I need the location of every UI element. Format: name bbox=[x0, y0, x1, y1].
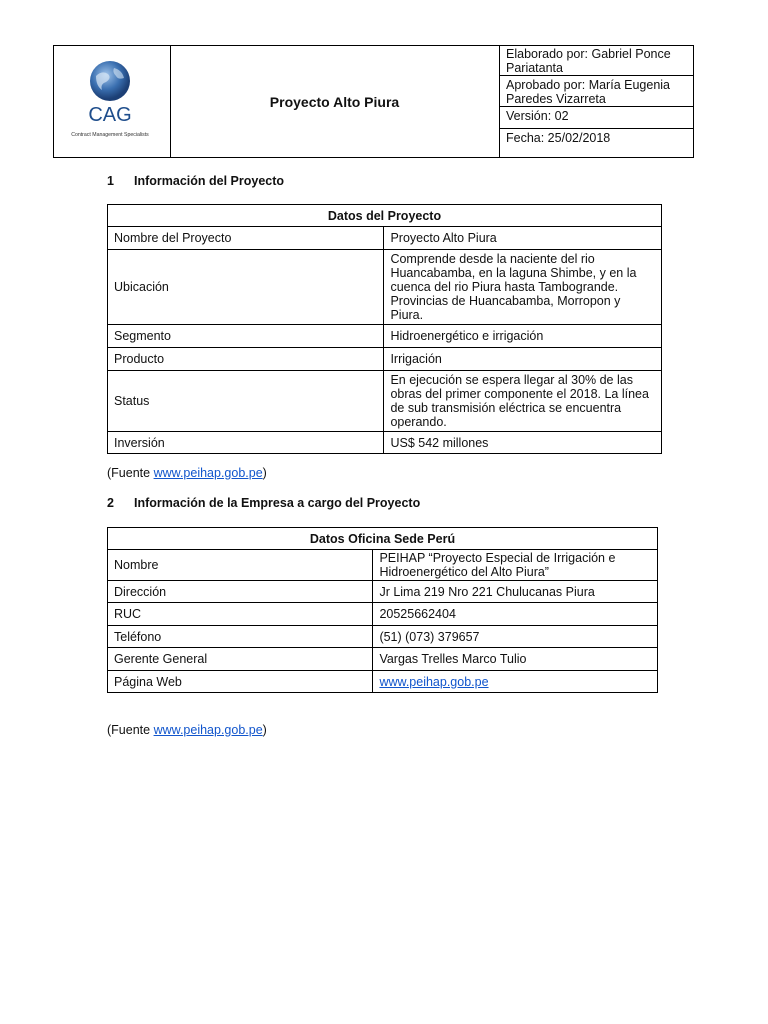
globe-icon bbox=[90, 61, 130, 101]
source-prefix: (Fuente bbox=[107, 466, 154, 480]
section-number: 2 bbox=[107, 496, 114, 510]
row-value: En ejecución se espera llegar al 30% de las obras del primer componente el 2018. La línea de sub transmisión eléctrica se encuentra operando. bbox=[384, 371, 662, 432]
table-caption-row bbox=[108, 528, 658, 550]
table-row bbox=[108, 432, 662, 454]
table-row bbox=[108, 626, 658, 648]
table-row bbox=[108, 250, 662, 325]
row-value: Vargas Trelles Marco Tulio bbox=[373, 648, 658, 671]
source-link[interactable]: www.peihap.gob.pe bbox=[153, 466, 263, 480]
section-2-heading bbox=[107, 496, 420, 510]
company-info-table bbox=[107, 527, 658, 693]
date: Fecha: 25/02/2018 bbox=[506, 131, 611, 145]
section-number: 1 bbox=[107, 174, 114, 188]
document-meta bbox=[500, 46, 694, 157]
table-row bbox=[108, 227, 662, 250]
title-cell bbox=[170, 46, 500, 157]
table-row bbox=[108, 348, 662, 371]
row-value: 20525662404 bbox=[373, 603, 658, 626]
row-label: RUC bbox=[108, 603, 373, 626]
logo-cell bbox=[54, 46, 171, 157]
project-info-table bbox=[107, 204, 662, 454]
table-row bbox=[108, 550, 658, 581]
row-value: US$ 542 millones bbox=[384, 432, 662, 454]
source-note bbox=[107, 723, 267, 737]
table-row bbox=[108, 371, 662, 432]
row-value: (51) (073) 379657 bbox=[373, 626, 658, 648]
prepared-by: Elaborado por: Gabriel Ponce Pariatanta bbox=[500, 46, 694, 76]
row-value: Jr Lima 219 Nro 221 Chulucanas Piura bbox=[373, 581, 658, 603]
table-row bbox=[108, 325, 662, 348]
section-title: Información del Proyecto bbox=[134, 174, 285, 188]
table-row bbox=[108, 648, 658, 671]
row-value: PEIHAP “Proyecto Especial de Irrigación e Hidroenergético del Alto Piura” bbox=[373, 550, 658, 581]
row-value: Proyecto Alto Piura bbox=[384, 227, 662, 250]
logo-text: CAG bbox=[88, 104, 132, 126]
table-caption-row bbox=[108, 205, 662, 227]
table-row bbox=[108, 581, 658, 603]
row-label: Inversión bbox=[108, 432, 384, 454]
approved-by: Aprobado por: María Eugenia Paredes Vizarreta bbox=[500, 76, 694, 107]
row-value: Hidroenergético e irrigación bbox=[384, 325, 662, 348]
row-label: Ubicación bbox=[108, 250, 384, 325]
source-link[interactable]: www.peihap.gob.pe bbox=[153, 723, 263, 737]
row-value: Irrigación bbox=[384, 348, 662, 371]
source-note bbox=[107, 466, 267, 480]
section-1-heading bbox=[107, 174, 284, 188]
row-label: Página Web bbox=[108, 671, 373, 693]
table-row bbox=[108, 603, 658, 626]
row-value: Comprende desde la naciente del rio Huancabamba, en la laguna Shimbe, y en la cuenca del rio Piura hasta Tambogrande. Provincias de Huancabamba, Morropon y Piura. bbox=[384, 250, 662, 325]
row-label: Nombre del Proyecto bbox=[108, 227, 384, 250]
row-label: Status bbox=[108, 371, 384, 432]
row-label: Nombre bbox=[108, 550, 373, 581]
row-value bbox=[373, 671, 658, 693]
document-title: Proyecto Alto Piura bbox=[269, 93, 400, 110]
table-row bbox=[108, 671, 658, 693]
website-link[interactable]: www.peihap.gob.pe bbox=[379, 674, 489, 689]
table-caption: Datos del Proyecto bbox=[108, 205, 662, 227]
table-caption: Datos Oficina Sede Perú bbox=[108, 528, 658, 550]
row-label: Dirección bbox=[108, 581, 373, 603]
version: Versión: 02 bbox=[500, 107, 694, 129]
row-label: Teléfono bbox=[108, 626, 373, 648]
source-suffix: ) bbox=[262, 466, 267, 480]
logo-tagline: Contract Management Specialists bbox=[71, 132, 149, 138]
section-title: Información de la Empresa a cargo del Proyecto bbox=[134, 496, 421, 510]
document-header bbox=[53, 45, 694, 158]
row-label: Segmento bbox=[108, 325, 384, 348]
source-suffix: ) bbox=[262, 723, 267, 737]
source-prefix: (Fuente bbox=[107, 723, 154, 737]
row-label: Gerente General bbox=[108, 648, 373, 671]
row-label: Producto bbox=[108, 348, 384, 371]
cag-logo bbox=[62, 56, 162, 148]
